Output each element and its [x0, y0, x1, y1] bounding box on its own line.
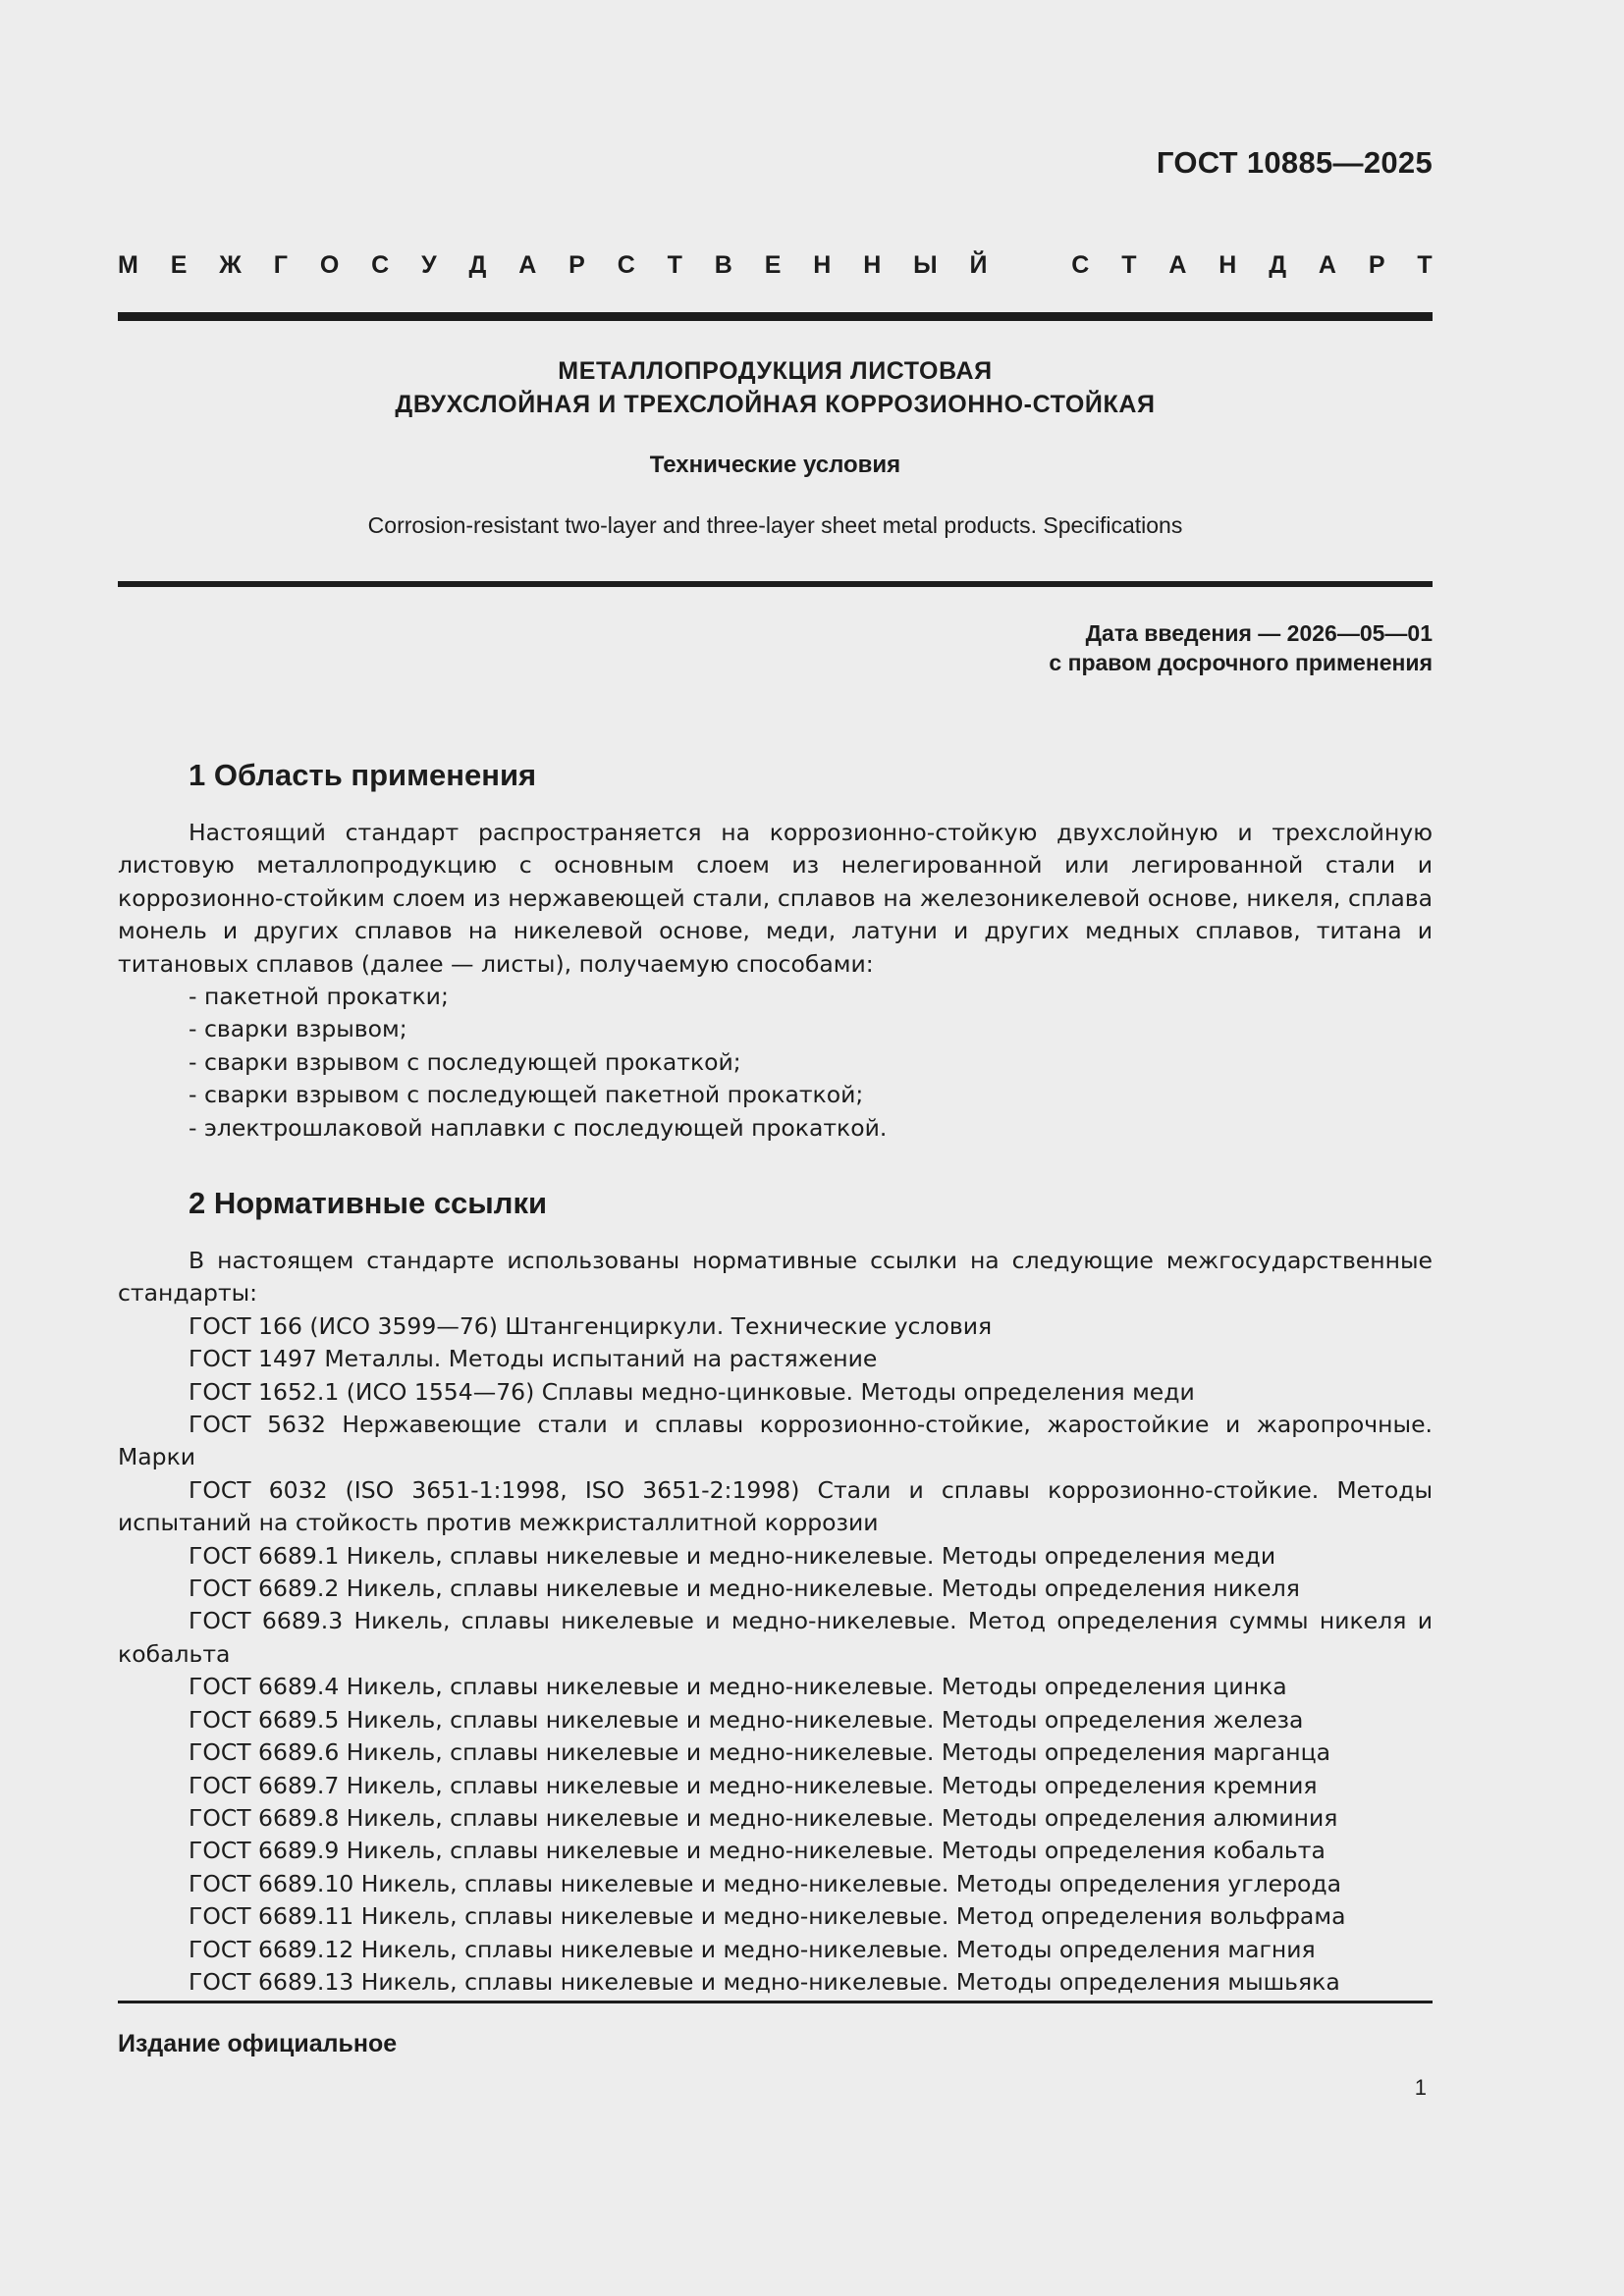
title-divider	[118, 581, 1433, 587]
reference-item: ГОСТ 6689.4 Никель, сплавы никелевые и медно-никелевые. Методы определения цинка	[189, 1673, 1287, 1701]
standard-kind-letter: Й	[969, 251, 988, 279]
standard-kind-letter: В	[714, 251, 732, 279]
references-intro: В настоящем стандарте использованы нормативные ссылки на следующие межгосударственные стандарты:	[118, 1247, 1433, 1308]
standard-kind-letter: У	[421, 251, 437, 279]
english-title: Corrosion-resistant two-layer and three-layer sheet metal products. Specifications	[367, 512, 1183, 538]
section-2-body	[118, 1245, 1433, 1999]
methods-list	[118, 981, 1433, 1145]
method-list-item: - электрошлаковой наплавки с последующей прокаткой.	[189, 1113, 888, 1142]
reference-item: ГОСТ 1497 Металлы. Методы испытаний на растяжение	[189, 1345, 878, 1373]
standard-kind-letter: Т	[667, 251, 682, 279]
reference-item: ГОСТ 6689.6 Никель, сплавы никелевые и медно-никелевые. Методы определения марганца	[189, 1738, 1330, 1767]
standard-kind-letter: А	[518, 251, 537, 279]
reference-item: ГОСТ 6689.10 Никель, сплавы никелевые и медно-никелевые. Методы определения углерода	[189, 1869, 1342, 1897]
reference-item: ГОСТ 6689.5 Никель, сплавы никелевые и медно-никелевые. Методы определения железа	[189, 1705, 1304, 1734]
reference-item: ГОСТ 6689.12 Никель, сплавы никелевые и медно-никелевые. Методы определения магния	[189, 1935, 1316, 1963]
standard-kind-letter: Т	[1121, 251, 1137, 279]
reference-item: ГОСТ 6689.1 Никель, сплавы никелевые и медно-никелевые. Методы определения меди	[189, 1541, 1276, 1570]
method-list-item: - сварки взрывом с последующей прокаткой;	[189, 1047, 741, 1076]
standard-kind-letter: С	[617, 251, 635, 279]
standard-kind-letter: Н	[813, 251, 832, 279]
reference-item: ГОСТ 1652.1 (ИСО 1554—76) Сплавы медно-цинковые. Методы определения меди	[189, 1377, 1195, 1406]
standard-kind-letter: Ж	[219, 251, 242, 279]
footer-divider	[118, 2001, 1433, 2003]
standard-kind-letter: О	[319, 251, 340, 279]
method-list-item: - сварки взрывом с последующей пакетной прокаткой;	[189, 1081, 864, 1109]
reference-item: ГОСТ 6689.13 Никель, сплавы никелевые и медно-никелевые. Методы определения мышьяка	[189, 1967, 1340, 1996]
reference-item: ГОСТ 5632 Нержавеющие стали и сплавы коррозионно-стойкие, жаростойкие и жаропрочные. Марки	[118, 1411, 1433, 1471]
reference-item: ГОСТ 6689.3 Никель, сплавы никелевые и медно-никелевые. Метод определения суммы никеля и кобальта	[118, 1607, 1433, 1668]
reference-item: ГОСТ 6689.11 Никель, сплавы никелевые и медно-никелевые. Метод определения вольфрама	[189, 1902, 1346, 1931]
reference-item: ГОСТ 6689.9 Никель, сплавы никелевые и медно-никелевые. Методы определения кобальта	[189, 1837, 1326, 1865]
standard-kind-letter: Р	[568, 251, 585, 279]
standard-kind-letter: М	[118, 251, 138, 279]
section-1-body	[118, 817, 1433, 1145]
word-gap	[1019, 251, 1039, 280]
standard-kind-heading	[118, 251, 1433, 280]
edition-label: Издание официальное	[118, 2030, 398, 2057]
method-list-item: - сварки взрывом;	[189, 1015, 407, 1043]
standard-kind-letter: С	[371, 251, 390, 279]
header-divider	[118, 312, 1433, 321]
introduction-date: Дата введения — 2026—05—01	[1085, 620, 1433, 646]
early-application-note: с правом досрочного применения	[1049, 650, 1433, 675]
page-number: 1	[1414, 2075, 1427, 2100]
standard-kind-letter: Д	[1269, 251, 1287, 279]
document-number: ГОСТ 10885—2025	[1156, 145, 1433, 180]
standard-kind-letter: А	[1168, 251, 1187, 279]
reference-item: ГОСТ 6689.8 Никель, сплавы никелевые и медно-никелевые. Методы определения алюминия	[189, 1803, 1338, 1832]
standard-kind-letter: Ы	[913, 251, 938, 279]
standard-kind-letter: Р	[1368, 251, 1385, 279]
introduction-date-block	[1049, 618, 1433, 677]
document-title-line-1: МЕТАЛЛОПРОДУКЦИЯ ЛИСТОВАЯ	[558, 357, 993, 385]
method-list-item: - пакетной прокатки;	[189, 983, 449, 1011]
standard-kind-letter: Е	[764, 251, 782, 279]
document-page	[118, 0, 1433, 2296]
standard-kind-letter: А	[1318, 251, 1336, 279]
standard-kind-letter: Г	[273, 251, 288, 279]
standard-kind-letter: Т	[1417, 251, 1433, 279]
standard-kind-letter: Н	[863, 251, 882, 279]
section-2-heading: 2 Нормативные ссылки	[189, 1186, 548, 1220]
section-1-heading: 1 Область применения	[189, 758, 537, 792]
standard-kind-letter: С	[1071, 251, 1090, 279]
document-subtitle: Технические условия	[649, 452, 901, 478]
document-title-line-2: ДВУХСЛОЙНАЯ И ТРЕХСЛОЙНАЯ КОРРОЗИОННО-СТОЙКАЯ	[395, 391, 1156, 418]
scope-paragraph: Настоящий стандарт распространяется на коррозионно-стойкую двухслойную и трехслойную листовую металлопродукцию с основным слоем из нелегированной или легированной стали и коррозионно-стойким слоем из нержавеющей стали, сплавов на железоникелевой основе, никеля, сплава монель и других сплавов на никелевой основе, меди, латуни и других медных сплавов, титана и титановых сплавов (далее — листы), получаемую способами:	[118, 819, 1433, 978]
reference-item: ГОСТ 6032 (ISO 3651-1:1998, ISO 3651-2:1998) Стали и сплавы коррозионно-стойкие. Методы испытаний на стойкость против межкристаллитной коррозии	[118, 1475, 1433, 1537]
references-list	[118, 1310, 1433, 2000]
standard-kind-letter: Д	[468, 251, 487, 279]
standard-kind-letter: Е	[170, 251, 188, 279]
reference-item: ГОСТ 166 (ИСО 3599—76) Штангенциркули. Технические условия	[189, 1311, 993, 1340]
reference-item: ГОСТ 6689.2 Никель, сплавы никелевые и медно-никелевые. Методы определения никеля	[189, 1575, 1300, 1603]
reference-item: ГОСТ 6689.7 Никель, сплавы никелевые и медно-никелевые. Методы определения кремния	[189, 1771, 1318, 1799]
standard-kind-letter: Н	[1218, 251, 1237, 279]
